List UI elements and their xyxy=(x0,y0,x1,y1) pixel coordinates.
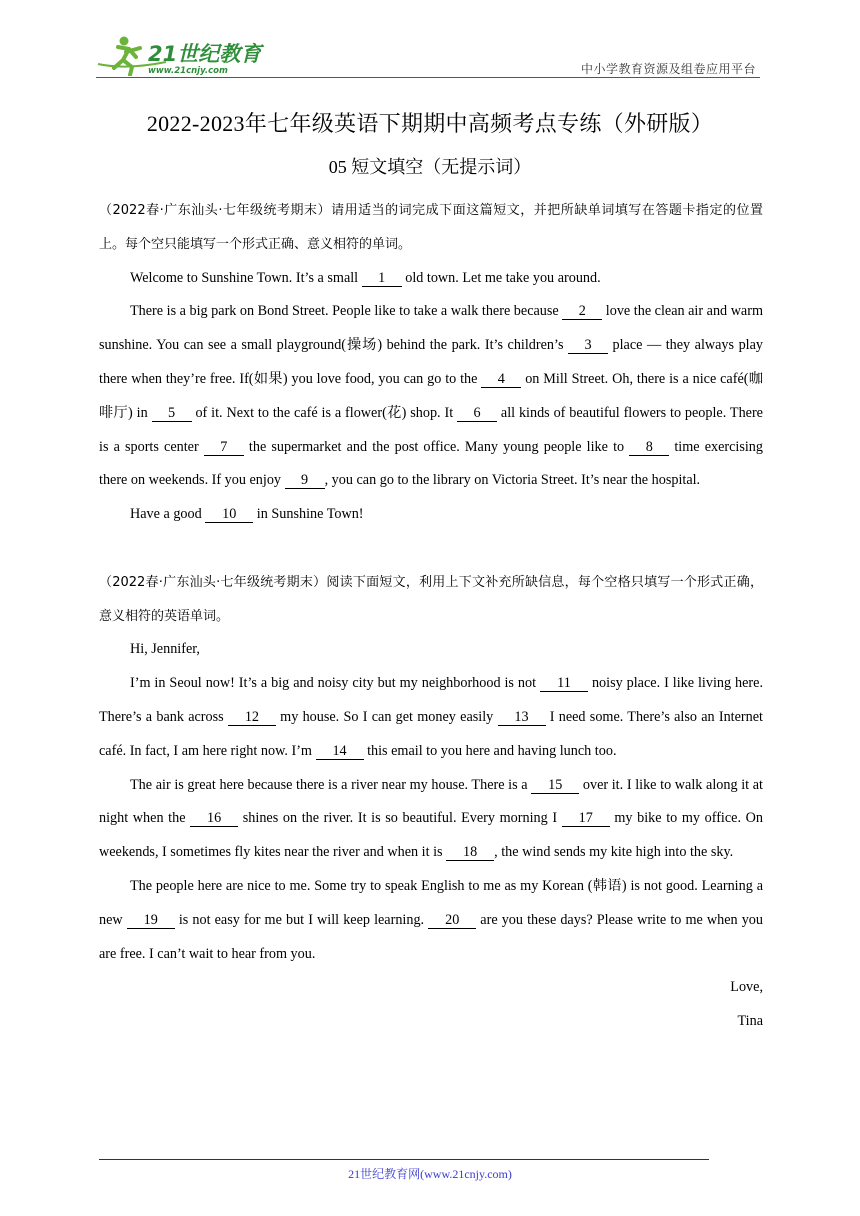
letter-signature: Tina xyxy=(737,1013,763,1030)
section-gap xyxy=(99,532,763,566)
svg-text:www.21cnjy.com: www.21cnjy.com xyxy=(148,66,228,76)
passage-text: of it. Next to the café is a flower(花) shop. It xyxy=(191,404,458,421)
passage-text: noisy place. I like living here. There’s a bank across xyxy=(99,675,763,725)
answer-blank[interactable]: 19 xyxy=(127,913,175,929)
letter-closing: Love, xyxy=(730,979,763,996)
letter-greeting: Hi, Jennifer, xyxy=(130,641,200,658)
passage-text: this email to you here and having lunch too. xyxy=(363,742,617,759)
page-subtitle: 05 短文填空（无提示词） xyxy=(328,157,532,177)
answer-blank[interactable]: 17 xyxy=(562,811,610,827)
passage-text: on Mill Street. Oh, there is a nice café(咖啡厅) in xyxy=(99,370,763,421)
header-platform-text: 中小学教育资源及组卷应用平台 xyxy=(580,62,756,76)
21cnjy-logo xyxy=(96,34,266,76)
footer-link[interactable]: 21世纪教育网(www.21cnjy.com) xyxy=(348,1167,512,1181)
answer-blank[interactable]: 6 xyxy=(457,406,497,422)
passage-text: all kinds of beautiful flowers to people. There is a sports center xyxy=(99,404,763,455)
answer-blank[interactable]: 1 xyxy=(362,271,402,287)
answer-blank[interactable]: 7 xyxy=(204,440,244,456)
header-divider xyxy=(96,77,760,78)
passage-text: my bike to my office. On weekends, I sometimes fly kites near the river and when it is xyxy=(99,810,763,861)
passage-text: , the wind sends my kite high into the sky. xyxy=(494,844,734,861)
passage-text: I need some. There’s also an Internet café. In fact, I am here right now. I’m xyxy=(99,708,763,759)
footer-divider xyxy=(99,1159,709,1160)
passage2-paragraph xyxy=(99,870,763,971)
passage-text: love the clean air and warm sunshine. You can see a small playground(操场) behind the park. It’s children’s xyxy=(99,303,763,354)
answer-blank[interactable]: 11 xyxy=(540,676,588,692)
passage-text: shines on the river. It is so beautiful. Every morning I xyxy=(238,810,562,827)
passage-text: are you these days? Please write to me when you are free. I can’t wait to hear from you. xyxy=(99,911,763,962)
passage-text: the supermarket and the post office. Many young people like to xyxy=(243,438,630,455)
passage2-instruction: （2022春·广东汕头·七年级统考期末）阅读下面短文，利用上下文补充所缺信息，每个空格只填写一个形式正确，意义相符的英语单词。 xyxy=(99,574,763,624)
passage-text: in Sunshine Town! xyxy=(253,506,364,523)
passage1-paragraph xyxy=(99,295,763,498)
passage1-paragraph xyxy=(99,262,763,296)
passage-text: time exercising there on weekends. If you enjoy xyxy=(99,438,763,489)
passage2-paragraph xyxy=(99,769,763,870)
answer-blank[interactable]: 15 xyxy=(531,778,579,794)
passage-text: I’m in Seoul now! It’s a big and noisy city but my neighborhood is not xyxy=(130,675,540,692)
passage-text: Have a good xyxy=(130,506,206,523)
page-header xyxy=(96,32,760,78)
answer-blank[interactable]: 20 xyxy=(428,913,476,929)
passage-text: The air is great here because there is a river near my house. There is a xyxy=(130,776,532,793)
answer-blank[interactable]: 16 xyxy=(190,811,238,827)
answer-blank[interactable]: 13 xyxy=(498,710,546,726)
answer-blank[interactable]: 12 xyxy=(228,710,276,726)
passage-text: is not easy for me but I will keep learning. xyxy=(174,911,429,928)
page-title: 2022-2023年七年级英语下期期中高频考点专练（外研版） xyxy=(146,111,714,136)
answer-blank[interactable]: 2 xyxy=(562,304,602,320)
passage1-paragraph xyxy=(99,498,763,532)
passage-text: , you can go to the library on Victoria Street. It’s near the hospital. xyxy=(324,472,701,489)
answer-blank[interactable]: 4 xyxy=(481,372,521,388)
passage-text: There is a big park on Bond Street. People like to take a walk there because xyxy=(130,303,563,320)
passage2-paragraph xyxy=(99,667,763,768)
answer-blank[interactable]: 10 xyxy=(205,507,253,523)
answer-blank[interactable]: 18 xyxy=(446,845,494,861)
answer-blank[interactable]: 14 xyxy=(316,744,364,760)
svg-text:21世纪教育: 21世纪教育 xyxy=(148,42,262,66)
answer-blank[interactable]: 9 xyxy=(285,473,325,489)
passage-text: The people here are nice to me. Some try to speak English to me as my Korean (韩语) is not good. Learning a new xyxy=(99,877,763,928)
passage-text: Welcome to Sunshine Town. It’s a small xyxy=(130,269,362,286)
answer-blank[interactable]: 8 xyxy=(629,440,669,456)
exercise-body xyxy=(99,194,763,1039)
answer-blank[interactable]: 5 xyxy=(152,406,192,422)
passage-text: place — they always play there when they’re free. If(如果) you love food, you can go to the xyxy=(99,337,763,387)
answer-blank[interactable]: 3 xyxy=(568,338,608,354)
passage-text: over it. I like to walk along it at night when the xyxy=(99,776,763,827)
passage1-instruction: （2022春·广东汕头·七年级统考期末）请用适当的词完成下面这篇短文，并把所缺单词填写在答题卡指定的位置上。每个空只能填写一个形式正确、意义相符的单词。 xyxy=(99,203,763,252)
passage-text: my house. So I can get money easily xyxy=(275,708,498,725)
passage-text: old town. Let me take you around. xyxy=(401,269,601,286)
